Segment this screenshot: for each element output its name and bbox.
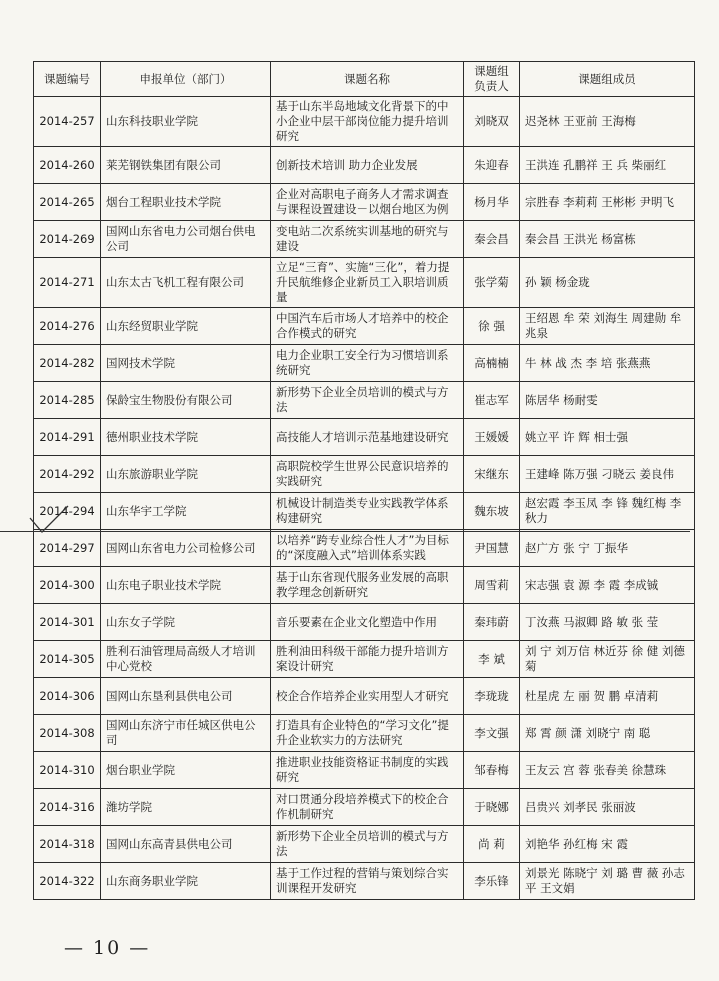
cell-applicant-unit: 山东华宇工学院: [101, 493, 271, 530]
table-row: [34, 789, 695, 826]
cell-project-number: 2014-260: [34, 147, 101, 184]
cell-project-title: 立足“三育”、实施“三化”，着力提升民航维修企业新员工入职培训质量: [271, 258, 464, 308]
page-number: — 10 —: [64, 937, 151, 959]
cell-project-members: 迟尧林 王亚前 王海梅: [520, 97, 695, 147]
table-row: [34, 530, 695, 567]
table-row: [34, 863, 695, 900]
table-row: [34, 456, 695, 493]
cell-project-lead: 秦会昌: [464, 221, 520, 258]
cell-project-members: 宋志强 袁 源 李 霞 李成铖: [520, 567, 695, 604]
table-row: [34, 604, 695, 641]
cell-applicant-unit: 潍坊学院: [101, 789, 271, 826]
table-row: [34, 752, 695, 789]
cell-project-title: 变电站二次系统实训基地的研究与建设: [271, 221, 464, 258]
cell-project-lead: 崔志军: [464, 382, 520, 419]
cell-project-title: 企业对高职电子商务人才需求调查与课程设置建设－以烟台地区为例: [271, 184, 464, 221]
cell-project-members: 刘 宁 刘万信 林近芬 徐 健 刘德菊: [520, 641, 695, 678]
cell-project-title: 推进职业技能资格证书制度的实践研究: [271, 752, 464, 789]
cell-project-lead: 杨月华: [464, 184, 520, 221]
table-row: [34, 715, 695, 752]
cell-applicant-unit: 山东经贸职业学院: [101, 308, 271, 345]
cell-applicant-unit: 山东商务职业学院: [101, 863, 271, 900]
cell-project-lead: 朱迎春: [464, 147, 520, 184]
cell-project-members: 丁汝燕 马淑卿 路 敏 张 莹: [520, 604, 695, 641]
cell-project-lead: 魏东坡: [464, 493, 520, 530]
cell-project-number: 2014-265: [34, 184, 101, 221]
cell-project-number: 2014-291: [34, 419, 101, 456]
cell-project-number: 2014-306: [34, 678, 101, 715]
cell-project-members: 王建峰 陈万强 刁晓云 姜良伟: [520, 456, 695, 493]
cell-project-lead: 李乐锋: [464, 863, 520, 900]
table-row: [34, 382, 695, 419]
table-row: [34, 567, 695, 604]
cell-applicant-unit: 山东旅游职业学院: [101, 456, 271, 493]
cell-applicant-unit: 国网山东高青县供电公司: [101, 826, 271, 863]
cell-project-lead: 高楠楠: [464, 345, 520, 382]
cell-applicant-unit: 保龄宝生物股份有限公司: [101, 382, 271, 419]
table-row: [34, 97, 695, 147]
cell-project-number: 2014-300: [34, 567, 101, 604]
cell-applicant-unit: 山东科技职业学院: [101, 97, 271, 147]
cell-applicant-unit: 德州职业技术学院: [101, 419, 271, 456]
table-row: [34, 345, 695, 382]
cell-project-members: 王绍恩 牟 荣 刘海生 周建勋 牟兆泉: [520, 308, 695, 345]
cell-applicant-unit: 国网技术学院: [101, 345, 271, 382]
header-project-number: 课题编号: [34, 62, 101, 97]
table-row: [34, 147, 695, 184]
cell-project-number: 2014-308: [34, 715, 101, 752]
cell-project-title: 音乐要素在企业文化塑造中作用: [271, 604, 464, 641]
cell-project-lead: 李文强: [464, 715, 520, 752]
cell-project-title: 新形势下企业全员培训的模式与方法: [271, 826, 464, 863]
cell-project-number: 2014-322: [34, 863, 101, 900]
pen-check-mark: [20, 500, 80, 540]
cell-project-number: 2014-292: [34, 456, 101, 493]
cell-project-lead: 尹国慧: [464, 530, 520, 567]
cell-project-title: 高技能人才培训示范基地建设研究: [271, 419, 464, 456]
cell-project-members: 吕贵兴 刘孝民 张丽波: [520, 789, 695, 826]
cell-project-title: 以培养“跨专业综合性人才”为目标的“深度融入式”培训体系实践: [271, 530, 464, 567]
cell-project-title: 机械设计制造类专业实践教学体系构建研究: [271, 493, 464, 530]
cell-project-title: 校企合作培养企业实用型人才研究: [271, 678, 464, 715]
cell-project-lead: 李 斌: [464, 641, 520, 678]
table-row: [34, 184, 695, 221]
cell-project-lead: 周雪莉: [464, 567, 520, 604]
cell-applicant-unit: 国网山东济宁市任城区供电公司: [101, 715, 271, 752]
cell-project-members: 赵广方 张 宁 丁振华: [520, 530, 695, 567]
cell-project-number: 2014-297: [34, 530, 101, 567]
table-row: [34, 641, 695, 678]
cell-project-title: 对口贯通分段培养模式下的校企合作机制研究: [271, 789, 464, 826]
cell-project-title: 胜利油田科级干部能力提升培训方案设计研究: [271, 641, 464, 678]
cell-project-title: 新形势下企业全员培训的模式与方法: [271, 382, 464, 419]
cell-project-lead: 邹春梅: [464, 752, 520, 789]
cell-project-members: 杜星虎 左 丽 贺 鹏 卓清莉: [520, 678, 695, 715]
table-row: [34, 678, 695, 715]
cell-project-number: 2014-269: [34, 221, 101, 258]
table-header-row: [34, 62, 695, 97]
header-applicant-unit: 申报单位（部门）: [101, 62, 271, 97]
cell-project-number: 2014-301: [34, 604, 101, 641]
cell-applicant-unit: 山东女子学院: [101, 604, 271, 641]
cell-project-title: 基于工作过程的营销与策划综合实训课程开发研究: [271, 863, 464, 900]
cell-project-members: 刘艳华 孙红梅 宋 霞: [520, 826, 695, 863]
cell-project-members: 赵宏霞 李玉凤 李 锋 魏红梅 李秋力: [520, 493, 695, 530]
header-project-title: 课题名称: [271, 62, 464, 97]
table-row: [34, 826, 695, 863]
cell-applicant-unit: 国网山东省电力公司检修公司: [101, 530, 271, 567]
cell-project-members: 宗胜春 李莉莉 王彬彬 尹明飞: [520, 184, 695, 221]
cell-project-number: 2014-285: [34, 382, 101, 419]
table-row: [34, 308, 695, 345]
cell-project-title: 打造具有企业特色的“学习文化”提升企业软实力的方法研究: [271, 715, 464, 752]
cell-project-lead: 尚 莉: [464, 826, 520, 863]
cell-project-number: 2014-305: [34, 641, 101, 678]
cell-project-members: 郑 霄 颜 潇 刘晓宁 南 聪: [520, 715, 695, 752]
cell-applicant-unit: 胜利石油管理局高级人才培训中心党校: [101, 641, 271, 678]
cell-project-title: 基于山东半岛地域文化背景下的中小企业中层干部岗位能力提升培训研究: [271, 97, 464, 147]
cell-applicant-unit: 山东电子职业技术学院: [101, 567, 271, 604]
cell-project-members: 王洪连 孔鹏祥 王 兵 柴丽红: [520, 147, 695, 184]
cell-project-number: 2014-294: [34, 493, 101, 530]
header-project-members: 课题组成员: [520, 62, 695, 97]
cell-applicant-unit: 烟台职业学院: [101, 752, 271, 789]
cell-project-number: 2014-282: [34, 345, 101, 382]
cell-project-members: 姚立平 许 辉 相士强: [520, 419, 695, 456]
cell-project-members: 王友云 宫 蓉 张春美 徐慧珠: [520, 752, 695, 789]
cell-project-members: 陈居华 杨耐雯: [520, 382, 695, 419]
cell-project-number: 2014-316: [34, 789, 101, 826]
cell-project-lead: 王媛媛: [464, 419, 520, 456]
table-row: [34, 221, 695, 258]
cell-applicant-unit: 山东太古飞机工程有限公司: [101, 258, 271, 308]
cell-project-title: 中国汽车后市场人才培养中的校企合作模式的研究: [271, 308, 464, 345]
cell-project-number: 2014-271: [34, 258, 101, 308]
table-row: [34, 419, 695, 456]
cell-project-lead: 宋继东: [464, 456, 520, 493]
header-project-lead: 课题组负责人: [464, 62, 520, 97]
cell-project-members: 牛 林 战 杰 李 培 张燕燕: [520, 345, 695, 382]
cell-project-number: 2014-276: [34, 308, 101, 345]
cell-project-members: 刘景光 陈晓宁 刘 璐 曹 薇 孙志平 王文娟: [520, 863, 695, 900]
cell-project-title: 创新技术培训 助力企业发展: [271, 147, 464, 184]
cell-project-lead: 徐 强: [464, 308, 520, 345]
cell-project-lead: 李珑珑: [464, 678, 520, 715]
cell-project-lead: 于晓娜: [464, 789, 520, 826]
cell-project-members: 孙 颖 杨金珑: [520, 258, 695, 308]
cell-applicant-unit: 莱芜钢铁集团有限公司: [101, 147, 271, 184]
cell-project-title: 电力企业职工安全行为习惯培训系统研究: [271, 345, 464, 382]
cell-project-number: 2014-318: [34, 826, 101, 863]
cell-project-title: 基于山东省现代服务业发展的高职教学理念创新研究: [271, 567, 464, 604]
cell-project-lead: 刘晓双: [464, 97, 520, 147]
table-row: [34, 493, 695, 530]
cell-applicant-unit: 国网山东垦利县供电公司: [101, 678, 271, 715]
project-table: [33, 61, 695, 900]
cell-project-number: 2014-257: [34, 97, 101, 147]
cell-applicant-unit: 烟台工程职业技术学院: [101, 184, 271, 221]
cell-project-lead: 张学菊: [464, 258, 520, 308]
cell-project-members: 秦会昌 王洪光 杨富栋: [520, 221, 695, 258]
cell-project-number: 2014-310: [34, 752, 101, 789]
pen-mark-line: [0, 531, 690, 532]
table-row: [34, 258, 695, 308]
cell-project-lead: 秦玮蔚: [464, 604, 520, 641]
cell-project-title: 高职院校学生世界公民意识培养的实践研究: [271, 456, 464, 493]
cell-applicant-unit: 国网山东省电力公司烟台供电公司: [101, 221, 271, 258]
